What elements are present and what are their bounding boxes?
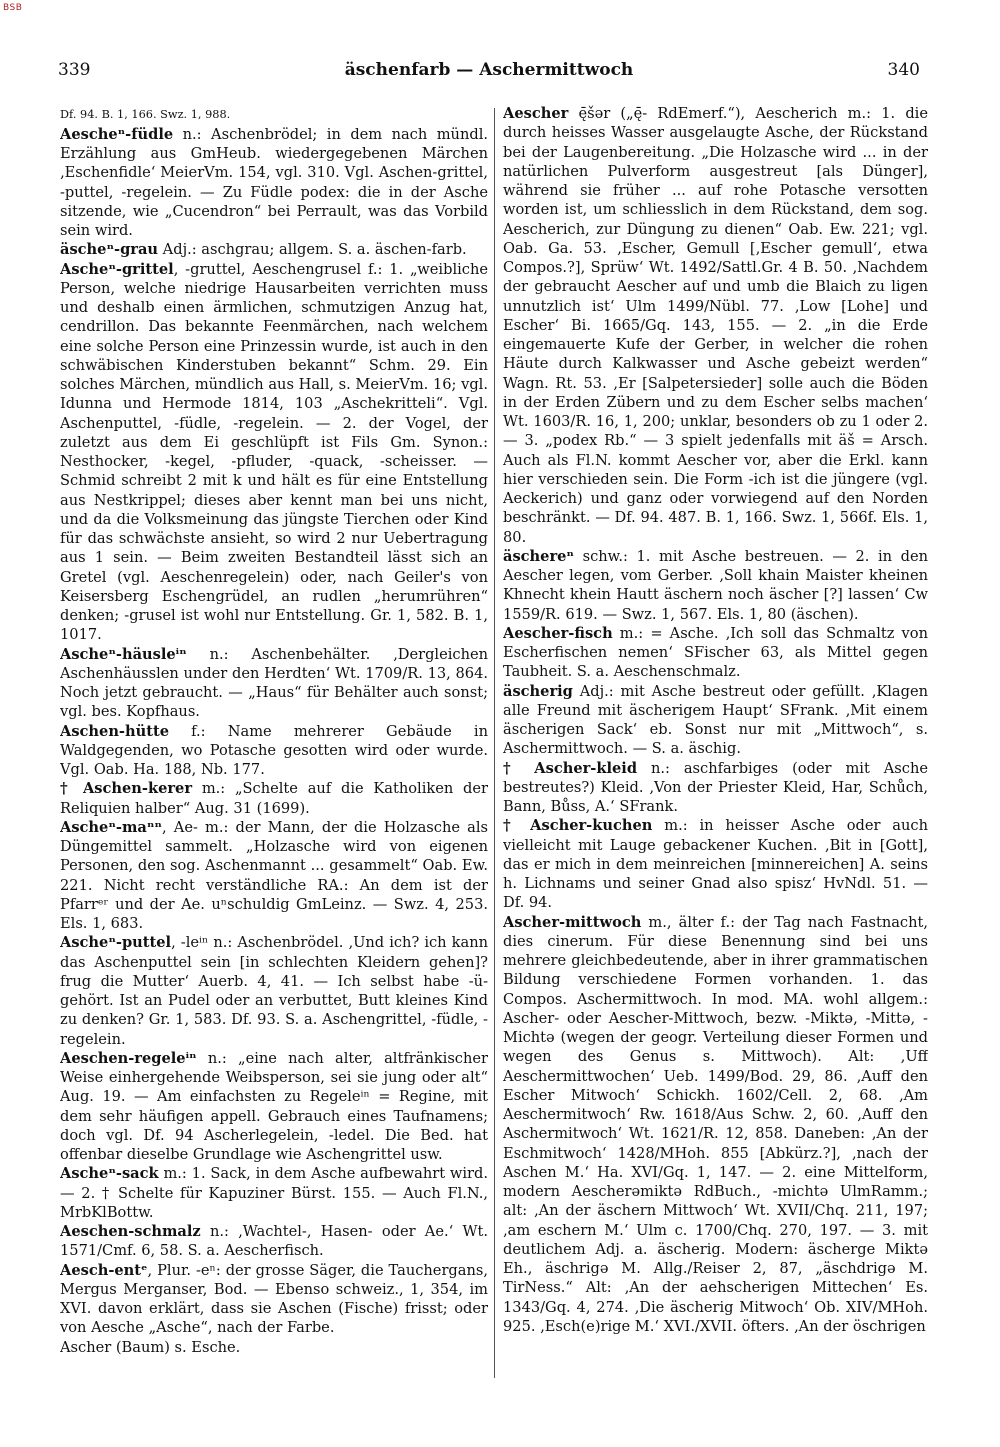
entry-text: m.: = Asche. ‚Ich soll das Schmaltz von Escherfischen nemen‘ SFischer 63, als Mittel gegen Taubheit. S. a. Aeschenschmalz. (503, 624, 928, 681)
entry-text: , Plur. -eⁿ: der grosse Säger, die Tauchergans, Mergus Merganser, Bod. — Ebenso schweiz., 1, 354, im XVI. davon erklärt, dass sie Aschen (Fische) frisst; oder von Aesche „Asche“, nach der Farbe. (60, 1261, 488, 1337)
entry-text: n.: aschfarbiges (oder mit Asche bestreutes?) Kleid. ‚Von der Priester Kleid, Har, Schůch, Bann, Bůss, A.‘ SFrank. (503, 759, 928, 815)
entry-text: schw.: 1. mit Asche bestreuen. — 2. in den Aescher legen, vom Gerber. ‚Soll khain Maister kheinen Khnecht khein Hautt äschern noch äscher [?] lassen‘ Cw 1559/R. 619. — Swz. 1, 567. Els. 1, 80 (äschen). (503, 547, 928, 623)
dictionary-entry (503, 104, 928, 547)
dictionary-entry (60, 1049, 488, 1165)
entry-lemma: äschereⁿ (503, 547, 575, 565)
entry-text: Adj.: mit Asche bestreut oder gefüllt. ‚Klagen alle Freund mit äscherigem Haupt‘ SFrank. ‚Mit einem äscherigen Sack‘ eb. Sonst nur mit „Mittwoch“, s. Aschermittwoch. — S. a. äschig. (503, 682, 928, 758)
dictionary-entry (60, 645, 488, 722)
column-divider (494, 108, 495, 1378)
entry-lemma: Aesch-entᵉ (60, 1261, 148, 1279)
entry-text: m.: 1. Sack, in dem Asche aufbewahrt wird. — 2. † Schelte für Kapuziner Bürst. 155. — Auch Fl.N., MrbKlBottw. (60, 1165, 488, 1221)
dictionary-entry (60, 722, 488, 780)
dictionary-entry (503, 624, 928, 682)
page-number-left: 339 (58, 60, 91, 80)
dictionary-entry (60, 1222, 488, 1261)
entry-text: f.: Name mehrerer Gebäude in Waldgegenden, wo Potasche gesotten wird oder wurde. Vgl. Oab. Ha. 188, Nb. 177. (60, 722, 488, 779)
dictionary-entry (60, 125, 488, 241)
dictionary-entry (60, 818, 488, 934)
entry-text: n.: Aschenbrödel; in dem nach mündl. Erzählung aus GmHeub. wiedergegebenen Märchen ‚Eschenfidle‘ MeierVm. 154, vgl. 310. Vgl. Aschen-grittel, -puttel, -regelein. — Zu Füdle podex: die in der Asche sitzende, wie „Cucendron“ bei Perrault, was das Vorbild sein wird. (60, 125, 488, 240)
entry-text: m., älter f.: der Tag nach Fastnacht, dies cinerum. Für diese Benennung sind bei uns mehrere gleichbedeutende, aber in ihrer grammatischen Bildung verschiedene Formen vorhanden. 1. das Compos. Aschermittwoch. In mod. MA. wohl allgem.: Ascher- oder Aescher-Mittwoch, bezw. -Miktə, -Mittə, -Michtə (wegen der geogr. Verteilung dieser Formen und wegen des Genus s. Mittwoch). Alt: ‚Uff Aeschermittwochen‘ Ueb. 1499/Bod. 29, 86. ‚Auff den Escher Mitwoch‘ Schickh. 1602/Cell. 2, 68. ‚Am Aeschermitwoch‘ Rw. 1618/Aus Schw. 2, 60. ‚Auff den Aschermitwoch‘ Wt. 1621/R. 12, 858. Daneben: ‚An der Eschmitwoch‘ 1428/MHoh. 855 [Abkürz.?], ‚nach der Aschen M.‘ Ha. XVI/Gq. 1, 147. — 2. eine Mittelform, modern Aescherəmiktə RdBuch., -michtə UlmRamm.; alt: ‚An der äschern Mittwoch‘ Wt. XVII/Chq. 211, 197; ‚am eschern M.‘ Ulm c. 1700/Chq. 270, 197. — 3. mit deutlichem Adj. a. äscherig. Modern: äscherge Miktə Eh., äschrigə M. Allg./Reiser 2, 87, „äschdrigə M. TirNess.“ Alt: ‚An der aehscherigen Mittechen‘ Es. 1343/Gq. 4, 274. ‚Die äscherig Mitwoch‘ Ob. XIV/MHoh. 925. ‚Esch(e)rige M.‘ XVI./XVII. öfters. ‚An der öschrigen (503, 913, 928, 1335)
dictionary-entry (60, 933, 488, 1049)
entry-lemma: Aschen-hütte (60, 722, 169, 740)
entry-lemma: Aescheⁿ-füdle (60, 125, 174, 143)
dictionary-entry (503, 816, 928, 912)
dictionary-entry (503, 759, 928, 817)
dictionary-entry (503, 682, 928, 759)
entry-text: n.: Aschenbehälter. ‚Dergleichen Aschenhäusslen under den Herdten‘ Wt. 1709/R. 13, 864. Noch jetzt gebraucht. — „Haus“ für Behälter auch sonst; vgl. bes. Kopfhaus. (60, 645, 488, 721)
entry-lemma: † Aschen-kerer (60, 780, 193, 798)
entry-text: Adj.: aschgrau; allgem. S. a. äschen-farb. (158, 241, 467, 259)
entry-lemma: Ascheⁿ-puttel (60, 934, 172, 952)
dictionary-entry (60, 1261, 488, 1338)
page-number-right: 340 (887, 60, 920, 80)
entry-text: , -leⁱⁿ n.: Aschenbrödel. ‚Und ich? ich kann das Aschenputtel sein [in schlechten Kleidern gehen]? frug die Mutter‘ Auerb. 4, 41. — Ich selbst habe -ü- gehört. Ist an Pudel oder an verbuttet, Butt kleines Kind zu denken? Gr. 1, 583. Df. 93. S. a. Aschengrittel, -füdle, -regelein. (60, 934, 488, 1048)
entry-text: Df. 94. B. 1, 166. Swz. 1, 988. (60, 108, 231, 121)
dictionary-entry (503, 547, 928, 624)
entry-lemma: äscheⁿ-grau (60, 241, 159, 259)
page-header (58, 60, 920, 86)
entry-text: , -gruttel, Aeschengrusel f.: 1. „weibliche Person, welche niedrige Hausarbeiten verrichten muss und deshalb einen ärmlichen, schmutzigen Anzug hat, cendrillon. Das bekannte Feenmärchen, nach welchem eine solche Person eine Prinzessin wurde, ist auch in den schwäbischen Kinderstuben bekannt“ Schm. 29. Ein solches Märchen, mündlich aus Hall, s. MeierVm. 16; vgl. Idunna und Hermode 1814, 103 „Aschekritteli“. Vgl. Aschenputtel, -füdle, -regelein. — 2. der Vogel, der zuletzt aus dem Ei geschlüpft ist Fils Gm. Synon.: Nesthocker, -kegel, -pfluder, -quack, -scheisser. — Schmid schreibt 2 mit k und hält es für eine Entstellung aus Nestkrippel; dieses aber kennt man bei uns nicht, und da die Volksmeinung das jüngste Tierchen oder Kind für das schwächste ansieht, so wird 2 nur Uebertragung aus 1 sein. — Beim zweiten Bestandteil lässt sich an Gretel (vgl. Aeschenregelein) oder, nach Geiler's von Keisersberg Eschengrüdel, an rudlen „herumrühren“ denken; -grusel ist wohl nur Entstellung. Gr. 1, 582. B. 1, 1017. (60, 260, 488, 644)
entry-text: , Ae- m.: der Mann, der die Holzasche als Düngemittel sammelt. „Holzasche wird von eigenen Personen, den sog. Aschenmannt ... gesammelt“ Oab. Ew. 221. Nicht recht verständliche RA.: An dem ist der Pfarrᵉʳ und der Ae. uⁿschuldig GmLeinz. — Swz. 4, 253. Els. 1, 683. (60, 818, 488, 933)
entry-lemma: Aescher-fisch (503, 624, 613, 642)
entry-text: m.: „Schelte auf die Katholiken der Reliquien halber“ Aug. 31 (1699). (60, 780, 488, 817)
entry-lemma: Ascher-mittwoch (503, 913, 642, 931)
dictionary-entry (60, 1338, 488, 1357)
dictionary-entry (60, 104, 488, 125)
dictionary-entry (503, 913, 928, 1337)
entry-lemma: Ascheⁿ-maⁿⁿ (60, 818, 162, 836)
entry-lemma: † Ascher-kuchen (503, 817, 653, 835)
entry-lemma: Aeschen-regeleⁱⁿ (60, 1049, 197, 1067)
dictionary-entry (60, 240, 488, 259)
entry-text: Ascher (Baum) s. Esche. (60, 1338, 241, 1356)
dictionary-entry (60, 1164, 488, 1222)
library-stamp: BSB (3, 3, 23, 13)
entry-lemma: † Ascher-kleid (503, 759, 638, 777)
entry-lemma: Ascheⁿ-sack (60, 1165, 159, 1183)
dictionary-entry (60, 260, 488, 645)
right-column (503, 104, 928, 1394)
running-title: äschenfarb — Aschermittwoch (344, 60, 634, 80)
entry-lemma: Aeschen-schmalz (60, 1223, 201, 1241)
entry-text: n.: ‚Wachtel-, Hasen- oder Ae.‘ Wt. 1571/Cmf. 6, 58. S. a. Aescherfisch. (60, 1223, 488, 1260)
entry-text: m.: in heisser Asche oder auch vielleicht mit Lauge gebackener Kuchen. ‚Bit in [Gott], das er mich in dem meinreichen [minnereichen] A. seins h. Lichnams und seiner Gnad also spisz‘ HvNdl. 51. — Df. 94. (503, 817, 928, 912)
entry-lemma: Ascheⁿ-grittel (60, 260, 174, 278)
entry-text: n.: „eine nach alter, altfränkischer Weise einhergehende Weibsperson, sei sie jung oder alt“ Aug. 19. — Am einfachsten zu Regeleⁱⁿ = Regine, mit dem sehr häufigen appell. Gebrauch eines Taufnamens; doch vgl. Df. 94 Ascherlegelein, -ledel. Die Bed. hat offenbar dieselbe Grundlage wie Aschengrittel usw. (60, 1049, 488, 1164)
entry-lemma: äscherig (503, 682, 573, 700)
entry-text: ę̄šər („ę̄- RdEmerf.“), Aescherich m.: 1. die durch heisses Wasser ausgelaugte Asche, der Rückstand bei der Laugenbereitung. „Die Holzasche wird ... in der natürlichen Pulverform ausgestreut [als Dünger], während sie früher ... auf rohe Potasche versotten worden ist, um schliesslich in dem Rückstand, dem sog. Aescherich, zur Düngung zu dienen“ Oab. Ew. 221; vgl. Oab. Ga. 53. ‚Escher, Gemull [‚Escher gemull‘, etwa Compos.?], Sprüw‘ Wt. 1492/Sattl.Gr. 4 B. 50. ‚Nachdem der gebraucht Aescher auf und umb die Blaich zu ligen unnutzlich ist‘ Ulm 1499/Nübl. 77. ‚Low [Lohe] und Escher‘ Bi. 1665/Gq. 143, 155. — 2. „in die Erde eingemauerte Kufe der Gerber, in welcher die rohen Häute durch Kalkwasser und Asche gebeizt werden“ Wagn. Rt. 53. ‚Er [Salpetersieder] solle auch die Böden in der Erden Zübern und zu dem Escher selbs machen‘ Wt. 1603/R. 16, 1, 200; unklar, besonders ob zu 1 oder 2. — 3. „podex Rb.“ — 3 spielt jedenfalls mit äš = Arsch. Auch als Fl.N. kommt Aescher vor, aber die Erkl. kann hier verschieden sein. Die Form -ich ist die jüngere (vgl. Aeckerich) und ganz oder vorwiegend auf den Norden beschränkt. — Df. 94. 487. B. 1, 166. Swz. 1, 566f. Els. 1, 80. (503, 105, 928, 546)
left-column (60, 104, 488, 1394)
dictionary-entry (60, 779, 488, 818)
entry-lemma: Ascheⁿ-häusleⁱⁿ (60, 645, 187, 663)
entry-lemma: Aescher (503, 105, 569, 122)
